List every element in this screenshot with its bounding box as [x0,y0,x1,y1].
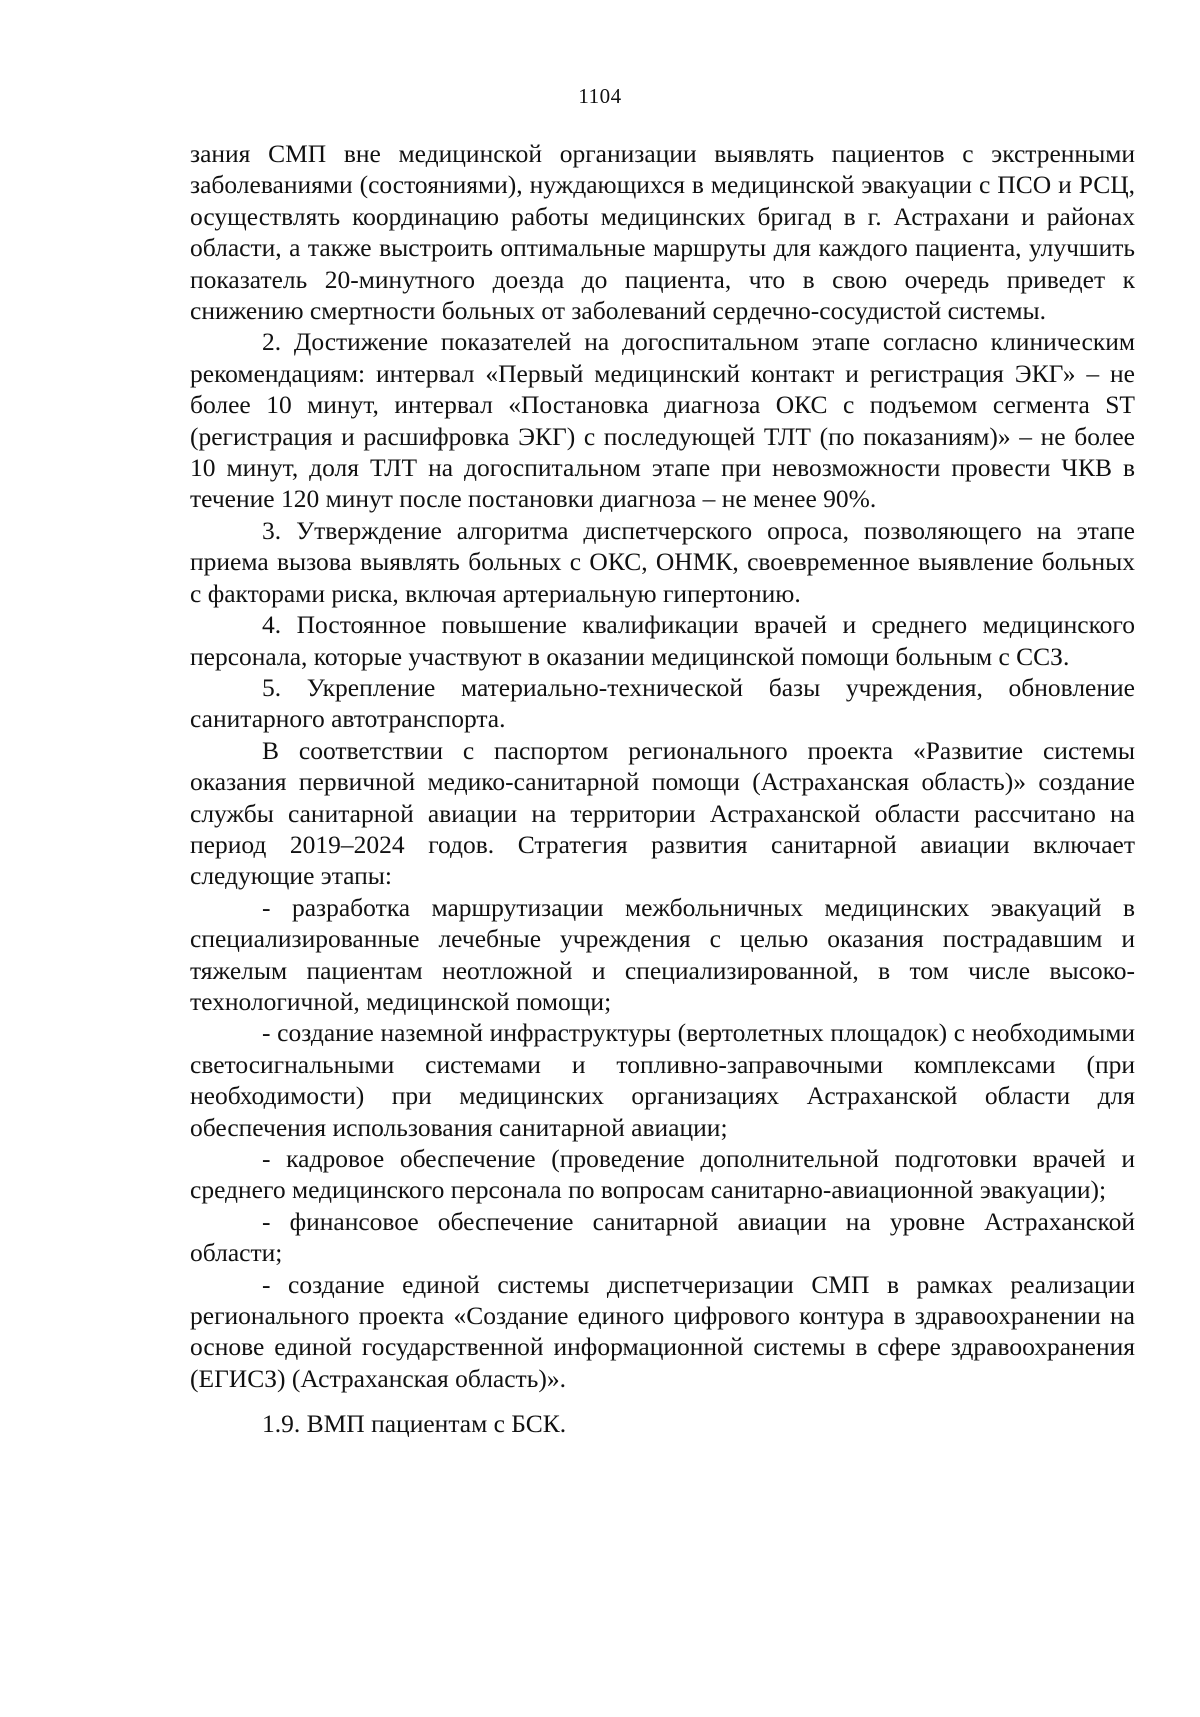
paragraph: 3. Утверждение алгоритма диспетчерского опроса, позволяющего на этапе приема вызова выявлять больных с ОКС, ОНМК, своевременное выявление больных с факторами риска, включая артериальную гипертонию. [190,515,1135,608]
list-item: - финансовое обеспечение санитарной авиации на уровне Астраханской области; [190,1206,1135,1268]
page-number: 1104 [578,84,622,108]
paragraph: 5. Укрепление материально-технической базы учреждения, обновление санитарного автотранспорта. [190,672,1135,734]
document-body [190,138,1135,1465]
list-item: - кадровое обеспечение (проведение дополнительной подготовки врачей и среднего медицинского персонала по вопросам санитарно-авиационной эвакуации); [190,1144,1135,1205]
paragraph: В соответствии с паспортом регионального проекта «Развитие системы оказания первичной медико-санитарной помощи (Астраханская область)» создание службы санитарной авиации на территории Астраханской области рассчитано на период 2019–2024 годов. Стратегия развития санитарной авиации включает следующие этапы: [190,735,1135,891]
paragraph: зания СМП вне медицинской организации выявлять пациентов с экстренными заболеваниями (состояниями), нуждающихся в медицинской эвакуации с ПСО и РСЦ, осуществлять координацию работы медицинских бригад в г. Астрахани и районах области, а также выстроить оптимальные маршруты для каждого пациента, улучшить показатель 20-минутного доезда до пациента, что в свою очередь приведет к снижению смертности больных от заболеваний сердечно-сосудистой системы. [190,139,1135,326]
list-item: - разработка маршрутизации межбольничных медицинских эвакуаций в специализированные лечебные учреждения с целью оказания пострадавшим и тяжелым пациентам неотложной и специализированной, в том числе высокотехнологичной, медицинской помощи; [190,892,1135,1016]
section-heading: 1.9. ВМП пациентам с БСК. [262,1409,567,1439]
list-item: - создание единой системы диспетчеризации СМП в рамках реализации регионального проекта «Создание единого цифрового контура в здравоохранении на основе единой государственной информационной системы в сфере здравоохранения (ЕГИСЗ) (Астраханская область)». [190,1269,1135,1393]
paragraph: 4. Постоянное повышение квалификации врачей и среднего медицинского персонала, которые участвуют в оказании медицинской помощи больным с ССЗ. [190,610,1135,671]
paragraph: 2. Достижение показателей на догоспитальном этапе согласно клиническим рекомендациям: интервал «Первый медицинский контакт и регистрация ЭКГ» – не более 10 минут, интервал «Постановка диагноза ОКС с подъемом сегмента ST (регистрация и расшифровка ЭКГ) с последующей ТЛТ (по показаниям)» – не более 10 минут, доля ТЛТ на догоспитальном этапе при невозможности провести ЧКВ в течение 120 минут после постановки диагноза – не менее 90%. [190,327,1135,514]
list-item: - создание наземной инфраструктуры (вертолетных площадок) с необходимыми светосигнальными системами и топливно-заправочными комплексами (при необходимости) при медицинских организациях Астраханской области для обеспечения использования санитарной авиации; [190,1018,1135,1142]
